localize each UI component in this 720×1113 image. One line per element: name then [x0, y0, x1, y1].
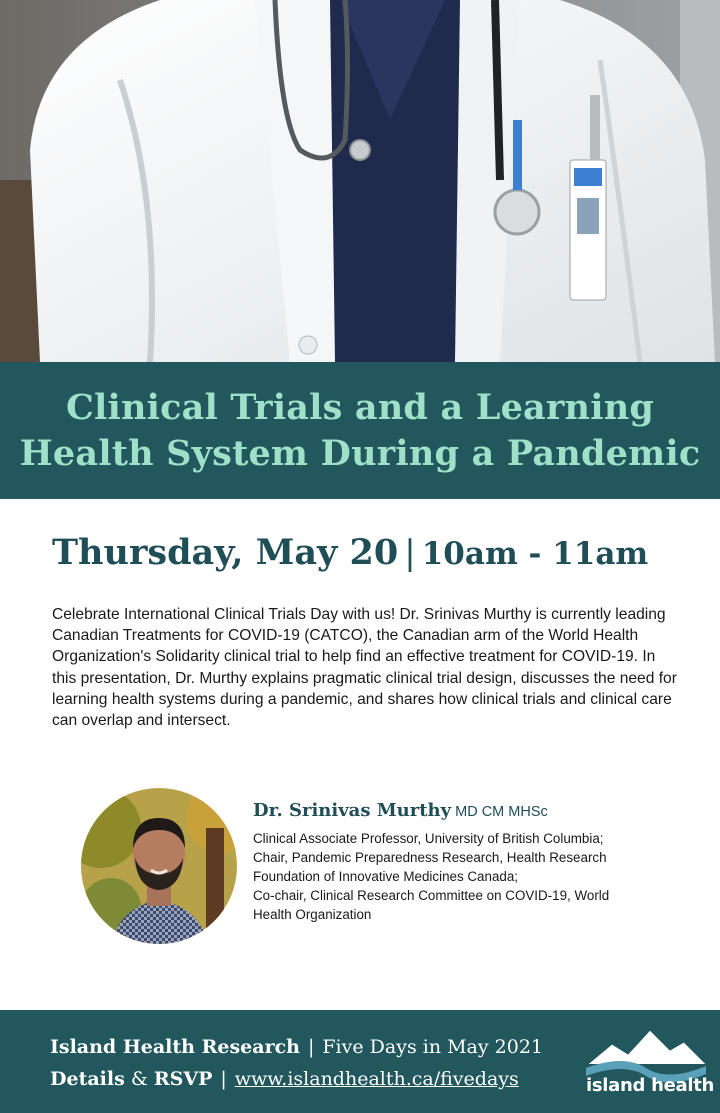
hero-photo — [0, 0, 720, 362]
speaker-role-line: Chair, Pandemic Preparedness Research, Health Research — [253, 850, 607, 865]
event-date: Thursday, May 20 — [52, 532, 399, 573]
footer-details: Details — [50, 1068, 125, 1090]
footer-series: Five Days in May 2021 — [322, 1036, 543, 1058]
event-title-line-2: Health System During a Pandemic — [19, 432, 701, 474]
logo-wordmark: island health — [586, 1075, 715, 1096]
footer-url-link[interactable]: www.islandhealth.ca/fivedays — [234, 1068, 519, 1090]
speaker-name-line — [253, 800, 548, 821]
event-description: Celebrate International Clinical Trials Day with us! Dr. Srinivas Murthy is currently leading Canadian Treatments for COVID-19 (CATCO), the Canadian arm of the World Health Organization's Solidarity clinical trial to help find an effective treatment for COVID-19. In this presentation, Dr. Murthy explains pragmatic clinical trial design, discusses the need for learning health systems during a pandemic, and shares how clinical trials and clinical care can overlap and intersect. — [52, 606, 677, 730]
speaker-role-line: Health Organization — [253, 907, 372, 922]
footer-rsvp-line — [50, 1068, 519, 1090]
speaker-roles — [253, 829, 673, 924]
title-banner — [0, 362, 720, 499]
event-time: 10am - 11am — [421, 536, 649, 572]
event-date-time — [52, 532, 692, 582]
footer-ampersand: & — [130, 1068, 148, 1090]
speaker-role-line: Co-chair, Clinical Research Committee on COVID-19, World — [253, 888, 610, 903]
date-time-separator: | — [404, 533, 416, 573]
speaker-role-line: Clinical Associate Professor, University of British Columbia; — [253, 831, 604, 846]
footer-org-line — [50, 1036, 543, 1058]
speaker-role-line: Foundation of Innovative Medicines Canada; — [253, 869, 519, 884]
speaker-name: Dr. Srinivas Murthy — [253, 800, 452, 821]
footer-rsvp: RSVP — [153, 1068, 213, 1090]
footer-org: Island Health Research — [50, 1036, 300, 1058]
speaker-avatar — [81, 788, 237, 944]
footer-separator: | — [307, 1036, 315, 1058]
event-title-line-1: Clinical Trials and a Learning — [65, 386, 655, 428]
footer-separator: | — [220, 1068, 227, 1090]
speaker-credentials: MD CM MHSc — [455, 804, 548, 820]
